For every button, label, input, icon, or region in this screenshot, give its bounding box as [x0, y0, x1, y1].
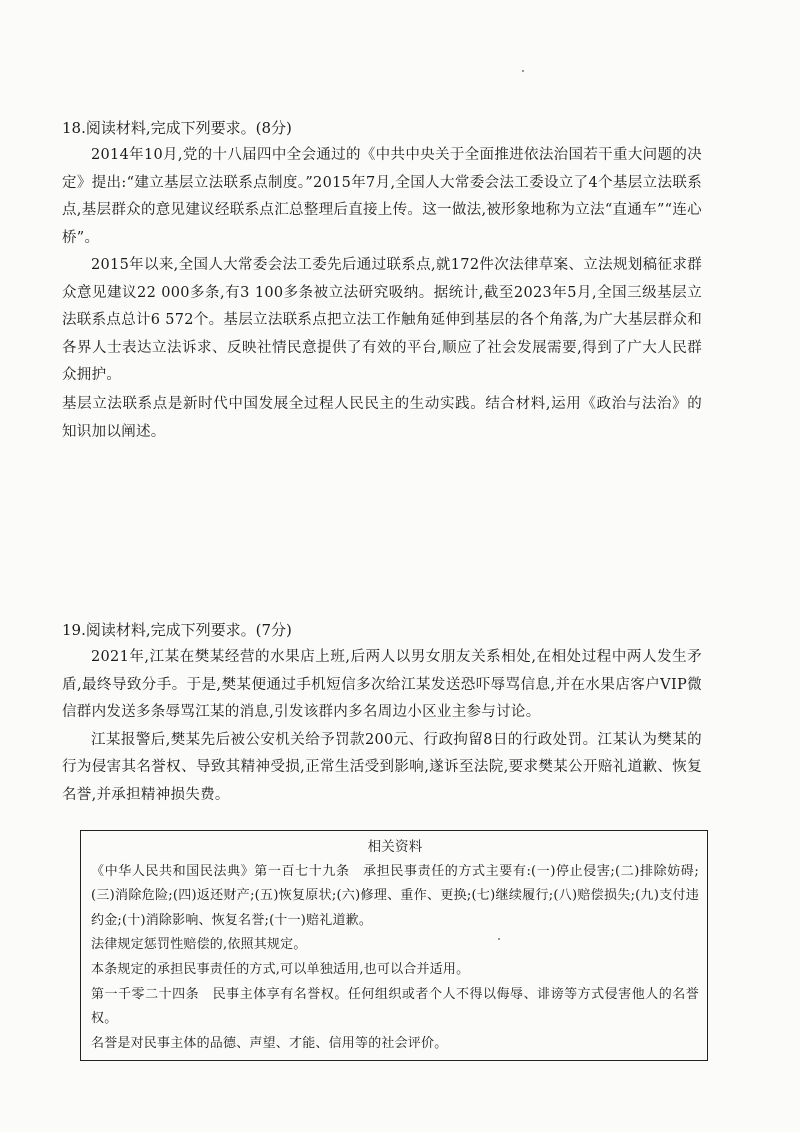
- scan-speck: [522, 70, 524, 72]
- question-19-title: 19.阅读材料,完成下列要求。(7分): [62, 621, 292, 639]
- reference-materials-box: [80, 830, 708, 1061]
- question-19: [62, 618, 702, 809]
- question-18-requirement: 基层立法联系点是新时代中国发展全过程人民民主的生动实践。结合材料,运用《政治与法治》的知识加以阐述。: [62, 395, 702, 440]
- reference-line-5: 名誉是对民事主体的品德、声望、才能、信用等的社会评价。: [91, 1035, 448, 1051]
- question-18: [62, 116, 702, 446]
- question-18-paragraph-1: 2014年10月,党的十八届四中全会通过的《中共中央关于全面推进依法治国若干重大问题的决定》提出:“建立基层立法联系点制度。”2015年7月,全国人大常委会法工委设立了4个基层立法联系点,基层群众的意见建议经联系点汇总整理后直接上传。这一做法,被形象地称为立法“直通车”“连心桥”。: [62, 147, 702, 246]
- reference-line-2: 法律规定惩罚性赔偿的,依照其规定。: [91, 937, 307, 953]
- reference-title: 相关资料: [367, 839, 423, 855]
- reference-line-1: 《中华人民共和国民法典》第一百七十九条 承担民事责任的方式主要有:(一)停止侵害;(二)排除妨碍;(三)消除危险;(四)返还财产;(五)恢复原状;(六)修理、重作、更换;(七)继续履行;(八)赔偿损失;(九)支付违约金;(十)消除影响、恢复名誉;(十一)赔礼道歉。: [91, 863, 699, 928]
- question-18-title: 18.阅读材料,完成下列要求。(8分): [62, 119, 292, 137]
- question-19-paragraph-2: 江某报警后,樊某先后被公安机关给予罚款200元、行政拘留8日的行政处罚。江某认为樊某的行为侵害其名誉权、导致其精神受损,正常生活受到影响,遂诉至法院,要求樊某公开赔礼道歉、恢复名誉,并承担精神损失费。: [62, 731, 702, 803]
- scan-speck: [498, 938, 500, 940]
- question-18-paragraph-2: 2015年以来,全国人大常委会法工委先后通过联系点,就172件次法律草案、立法规划稿征求群众意见建议22 000多条,有3 100多条被立法研究吸纳。据统计,截至2023年5月,全国三级基层立法联系点总计6 572个。基层立法联系点把立法工作触角延伸到基层的各个角落,为广大基层群众和各界人士表达立法诉求、反映社情民意提供了有效的平台,顺应了社会发展需要,得到了广大人民群众拥护。: [62, 257, 702, 383]
- reference-line-3: 本条规定的承担民事责任的方式,可以单独适用,也可以合并适用。: [91, 961, 470, 977]
- question-19-paragraph-1: 2021年,江某在樊某经营的水果店上班,后两人以男女朋友关系相处,在相处过程中两人发生矛盾,最终导致分手。于是,樊某便通过手机短信多次给江某发送恐吓辱骂信息,并在水果店客户VIP微信群内发送多条辱骂江某的消息,引发该群内多名周边小区业主参与讨论。: [62, 649, 702, 720]
- reference-line-4: 第一千零二十四条 民事主体享有名誉权。任何组织或者个人不得以侮辱、诽谤等方式侵害他人的名誉权。: [91, 986, 699, 1027]
